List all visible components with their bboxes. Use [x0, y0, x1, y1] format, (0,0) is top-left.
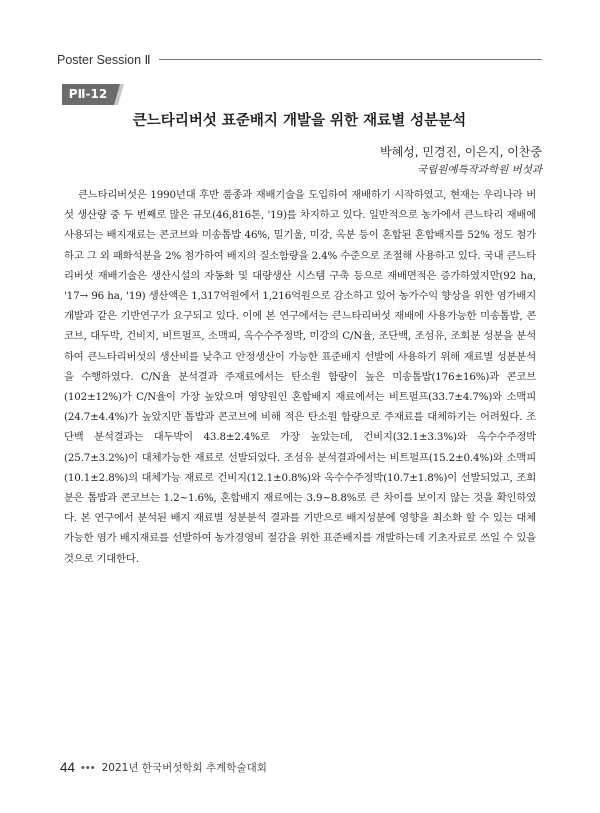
conference-name: 2021년 한국버섯학회 추계학술대회	[101, 762, 267, 774]
running-header	[57, 50, 542, 68]
footer-separator: •••	[81, 761, 96, 774]
paper-title: 큰느타리버섯 표준배지 개발을 위한 재료별 성분분석	[132, 113, 467, 129]
header-rule	[159, 59, 542, 60]
page-footer	[60, 760, 267, 775]
abstract-body: 큰느타리버섯은 1990년대 후반 품종과 재배기술을 도입하여 재배하기 시작하였고, 현재는 우리나라 버섯 생산량 중 두 번째로 많은 규모(46,816톤, '19)를 차지하고 있다. 일반적으로 농가에서 큰느타리 재배에 사용되는 배지재료는 콘코브와 미송톱밥 46%, 밀기울, 미강, 옥분 등이 혼합된 혼합배지를 52% 정도 첨가하고 그 외 패화석분을 2% 첨가하여 배지의 질소함량을 2.4% 수준으로 조절해 사용하고 있다. 국내 큰느타리버섯 재배기술은 생산시설의 자동화 및 대량생산 시스템 구축 등으로 재배면적은 증가하였지만(92 ha, '17→ 96 ha, '19) 생산액은 1,317억원에서 1,216억원으로 감소하고 있어 농가수익 향상을 위한 염가배지개발과 같은 기반연구가 요구되고 있다. 이에 본 연구에서는 큰느타리버섯 재배에 사용가능한 미송톱밥, 콘코브, 대두박, 건비지, 비트펄프, 소맥피, 옥수수주정박, 미강의 C/N율, 조단백, 조섬유, 조회분 성분을 분석하여 큰느타리버섯의 생산비를 낮추고 안정생산이 가능한 표준배지 선발에 사용하기 위해 재료별 성분분석을 수행하였다. C/N율 분석결과 주재료에서는 탄소원 함량이 높은 미송톱밥(176±16%)과 콘코브(102±12%)가 C/N율이 가장 높았으며 영양원인 혼합배지 재료에서는 비트펄프(33.7±4.7%)와 소맥피(24.7±4.4%)가 높았지만 톱밥과 콘코브에 비해 적은 탄소원 함량으로 주재료를 대체하기는 어려웠다. 조단백 분석결과는 대두박이 43.8±2.4%로 가장 높았는데, 건비지(32.1±3.3%)와 옥수수주정박(25.7±3.2%)이 대체가능한 재료로 선발되었다. 조섬유 분석결과에서는 비트펄프(15.2±0.4%)와 소맥피(10.1±2.8%)의 대체가능 재료로 건비지(12.1±0.8%)와 옥수수주정박(10.7±1.8%)이 선발되었고, 조회분은 톱밥과 콘코브는 1.2~1.6%, 혼합배지 재료에는 3.9~8.8%로 큰 차이를 보이지 않는 것을 확인하였다. 본 연구에서 분석된 배지 재료별 성분분석 결과를 기반으로 배지성분에 영향을 최소화 할 수 있는 대체 가능한 염가 배지재료를 선발하여 농가경영비 절감을 위한 표준배지를 개발하는데 기초자료로 쓰일 수 있을 것으로 기대한다.	[64, 189, 536, 565]
poster-id: PⅡ-12	[68, 87, 108, 101]
poster-badge	[62, 84, 124, 105]
paper-authors: 박혜성, 민경진, 이은지, 이찬중	[380, 145, 542, 159]
paper-affiliation: 국립원예특작과학원 버섯과	[416, 164, 542, 176]
page-number: 44	[60, 760, 76, 775]
section-label: Poster Session Ⅱ	[57, 52, 151, 67]
